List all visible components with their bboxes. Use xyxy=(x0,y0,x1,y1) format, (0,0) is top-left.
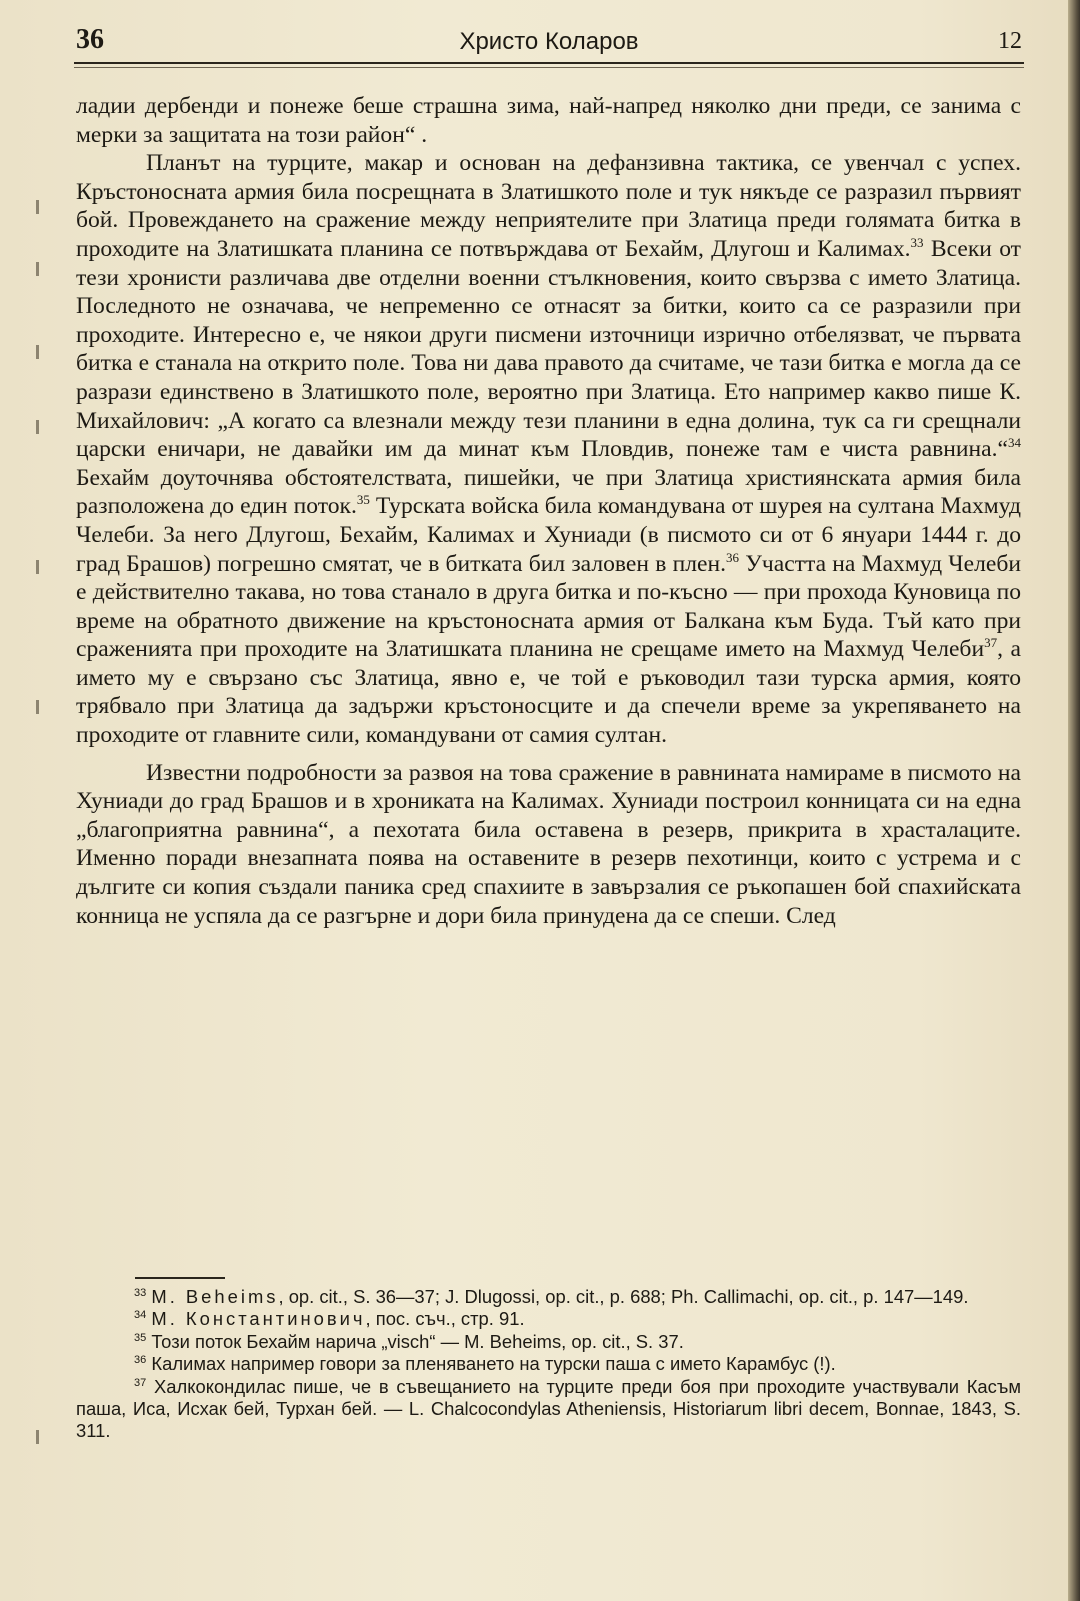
note-ref: 36 xyxy=(725,549,739,565)
note-ref: 35 xyxy=(356,492,370,508)
margin-mark xyxy=(36,560,39,574)
paragraph-3: Известни подробности за развоя на това сражение в равнината намираме в писмото на Хуниади до град Брашов и в хрониката на Калимах. Хуниади построил конницата си на една „благоприятна равнина“, а пехотата била оставена в резерв, прикрита в храсталаците. Именно поради внезапната поява на оставените в резерв пехотинци, които с устрема и с дългите си копия създали паника сред спахиите в завързалия се ръкопашен бой спахийската конница не успяла да се разгърне и дори била принудена да се спеши. След xyxy=(76,759,1021,929)
body-text xyxy=(76,92,1021,930)
footnotes xyxy=(76,1286,1021,1443)
footnote-37: $^{37}$ Халкокондилас пише, че в съвещанието на турците преди боя при проходите участвували Касъм паша, Иса, Исхак бей, Турхан бей. — L. Chalcocondylas Atheniensis, Historiarum libri decem, Bonnae, 1843, S. 311. xyxy=(76,1375,1021,1442)
header-rule xyxy=(74,62,1024,64)
paragraph-2: Планът на турците, макар и основан на дефанзивна тактика, се увенчал с успех. Кръстоносната армия била посрещната в Златишкото поле и тук някъде се разразил първият бой. Провеждането на сражение между неприятелите при Златица преди голямата битка в проходите на Златишката планина се потвърждава от Бехайм, Длугош и Калимах.$^{33}$ Всеки от тези хронисти различава две отделни военни стълкновения, които свързва с името Златица. Последното не означава, че непременно се отнасят за битки, които са се разразили при проходите. Интересно е, че някои други писмени източници изрично отбелязват, че първата битка е станала на открито поле. Това ни дава правото да считаме, че тази битка е могла да се разрази единствено в Златишкото поле, вероятно при Златица. Ето например какво пише К. Михайлович: „А когато са влезнали между тези планини в една долина, тук са ги срещнали царски еничари, не давайки им да минат към Пловдив, понеже там е чиста равнина.“$^{34}$ Бехайм доуточнява обстоятелствата, пишейки, че при Златица християнската армия била разположена до един поток.$^{35}$ Турската войска била командувана от шурея на султана Махмуд Челеби. За него Длугош, Бехайм, Калимах и Хуниади (в писмото си от 6 януари 1444 г. до град Брашов) погрешно смятат, че в битката бил заловен в плен.$^{36}$ Участта на Махмуд Челеби е действително такава, но това станало в друга битка и по-късно — при прохода Куновица по време на обратното движение на кръстоносната армия от Балкана към Буда. Тъй като при сраженията при проходите на Златишката планина не срещаме името на Махмуд Челеби$^{37}$, а името му е свързано със Златица, явно е, че той е ръководил тази турска армия, която трябвало при Златица да задържи кръстоносците и да спечели време за укрепяването на проходите от главните сили, командувани от самия султан. xyxy=(76,150,1021,749)
note-ref: 34 xyxy=(1008,435,1021,451)
footnote-36: $^{36}$ Калимах например говори за пленяването на турски паша с името Карамбус (!). xyxy=(134,1353,836,1375)
footnote-33: $^{33}$ M. Beheims, op. cit., S. 36—37; J. Dlugossi, op. cit., p. 688; Ph. Callimachi, op. cit., p. 147—149. xyxy=(134,1286,969,1307)
paragraph-1: ладии дербенди и понеже беше страшна зима, най-напред няколко дни преди, се занима с мерки за защитата на този район“ . xyxy=(76,93,1021,148)
header-rule-thin xyxy=(74,67,1024,68)
margin-mark xyxy=(36,420,39,434)
margin-mark xyxy=(36,1430,39,1444)
margin-mark xyxy=(36,200,39,214)
margin-mark xyxy=(36,262,39,276)
footnote-rule xyxy=(135,1277,225,1279)
page-header xyxy=(74,22,1024,62)
page-number: 36 xyxy=(76,24,104,55)
folio-number: 12 xyxy=(998,28,1022,54)
running-title: Христо Коларов xyxy=(459,28,639,55)
footnote-35: $^{35}$ Този поток Бехайм нарича „visch“ — M. Beheims, op. cit., S. 37. xyxy=(134,1330,684,1352)
margin-mark xyxy=(36,700,39,714)
note-ref: 33 xyxy=(910,235,924,251)
page-edge-shadow xyxy=(1068,0,1080,1601)
footnote-34: $^{34}$ М. Константинович, пос. съч., стр. 91. xyxy=(134,1308,525,1330)
note-ref: 37 xyxy=(984,635,998,651)
margin-mark xyxy=(36,345,39,359)
